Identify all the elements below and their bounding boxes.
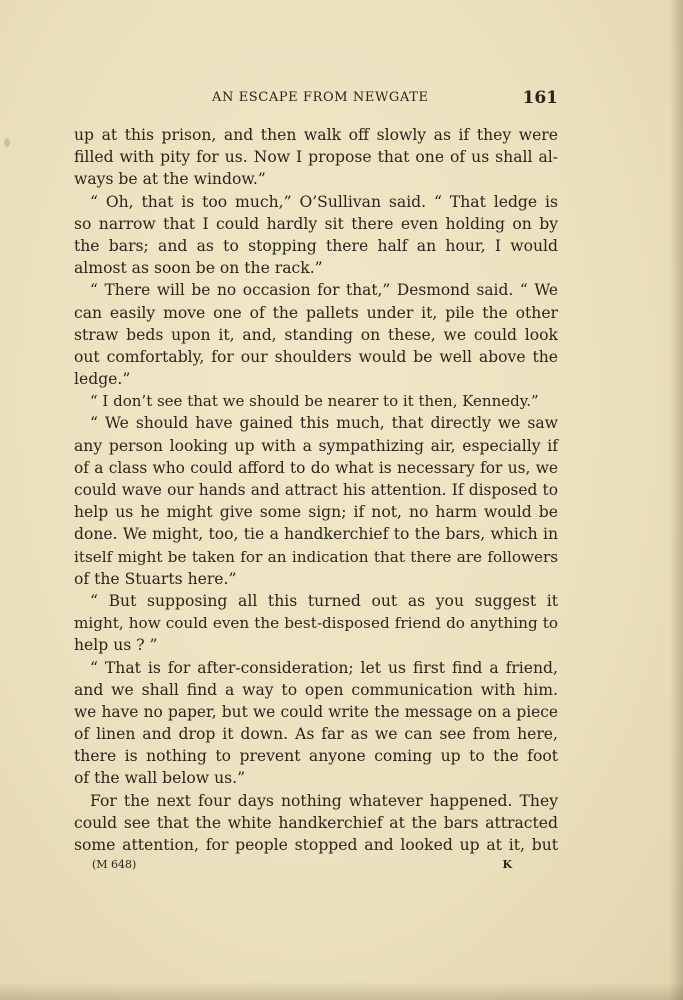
text-line: might, how could even the best-disposed friend do anything to bbox=[74, 614, 558, 633]
text-line: ledge.” bbox=[74, 370, 131, 389]
text-line: we have no paper, but we could write the message on a piece bbox=[74, 702, 558, 721]
page-header bbox=[74, 88, 558, 110]
text-line: “ That is for after-consideration; let us first find a friend, bbox=[90, 658, 558, 677]
page-footer bbox=[74, 858, 558, 874]
text-line: up at this prison, and then walk off slowly as if they were bbox=[74, 126, 558, 144]
text-line: help us he might give some sign; if not, no harm would be bbox=[74, 503, 558, 522]
text-line: and we shall find a way to open communication with him. bbox=[74, 680, 558, 699]
text-line: “ There will be no occasion for that,” Desmond said. “ We bbox=[90, 281, 558, 300]
text-line: almost as soon be on the rack.” bbox=[74, 259, 323, 278]
text-line: could see that the white handkerchief at the bars attracted bbox=[74, 813, 558, 832]
body-text bbox=[74, 124, 558, 856]
text-line: ways be at the window.” bbox=[74, 170, 266, 189]
page-number: 161 bbox=[522, 88, 558, 108]
text-line: some attention, for people stopped and looked up at it, but bbox=[74, 836, 558, 854]
text-line: of a class who could afford to do what is necessary for us, we bbox=[74, 458, 558, 477]
text-line: itself might be taken for an indication that there are followers bbox=[74, 547, 558, 566]
text-line: help us ? ” bbox=[74, 636, 158, 655]
text-line: the bars; and as to stopping there half an hour, I would bbox=[74, 236, 558, 255]
text-line: “ But supposing all this turned out as you suggest it bbox=[90, 591, 558, 610]
text-line: out comfortably, for our shoulders would be well above the bbox=[74, 347, 558, 366]
signature-letter: K bbox=[502, 858, 512, 871]
page-edge-shadow bbox=[669, 0, 683, 1000]
text-line: straw beds upon it, and, standing on these, we could look bbox=[74, 325, 558, 344]
text-line: filled with pity for us. Now I propose that one of us shall al- bbox=[74, 148, 558, 167]
text-line: so narrow that I could hardly sit there even holding on by bbox=[74, 214, 558, 233]
text-line: “ Oh, that is too much,” O’Sullivan said. “ That ledge is bbox=[90, 192, 558, 211]
text-line: of linen and drop it down. As far as we can see from here, bbox=[74, 725, 558, 744]
text-line: any person looking up with a sympathizing air, especially if bbox=[74, 436, 558, 455]
signature-mark: (M 648) bbox=[92, 858, 137, 871]
text-line: could wave our hands and attract his attention. If disposed to bbox=[74, 481, 558, 499]
page-bottom-shadow bbox=[0, 982, 683, 1000]
text-line: of the wall below us.” bbox=[74, 769, 246, 788]
text-line: For the next four days nothing whatever happened. They bbox=[90, 791, 558, 810]
text-line: there is nothing to prevent anyone coming up to the foot bbox=[74, 747, 558, 766]
text-line: “ We should have gained this much, that directly we saw bbox=[90, 414, 558, 433]
running-title: AN ESCAPE FROM NEWGATE bbox=[212, 90, 429, 105]
text-line: done. We might, too, tie a handkerchief to the bars, which in bbox=[74, 525, 558, 544]
paper-blemish bbox=[4, 138, 10, 147]
text-line: of the Stuarts here.” bbox=[74, 569, 237, 588]
text-line: “ I don’t see that we should be nearer to it then, Kennedy.” bbox=[90, 392, 539, 411]
text-line: can easily move one of the pallets under it, pile the other bbox=[74, 303, 558, 322]
